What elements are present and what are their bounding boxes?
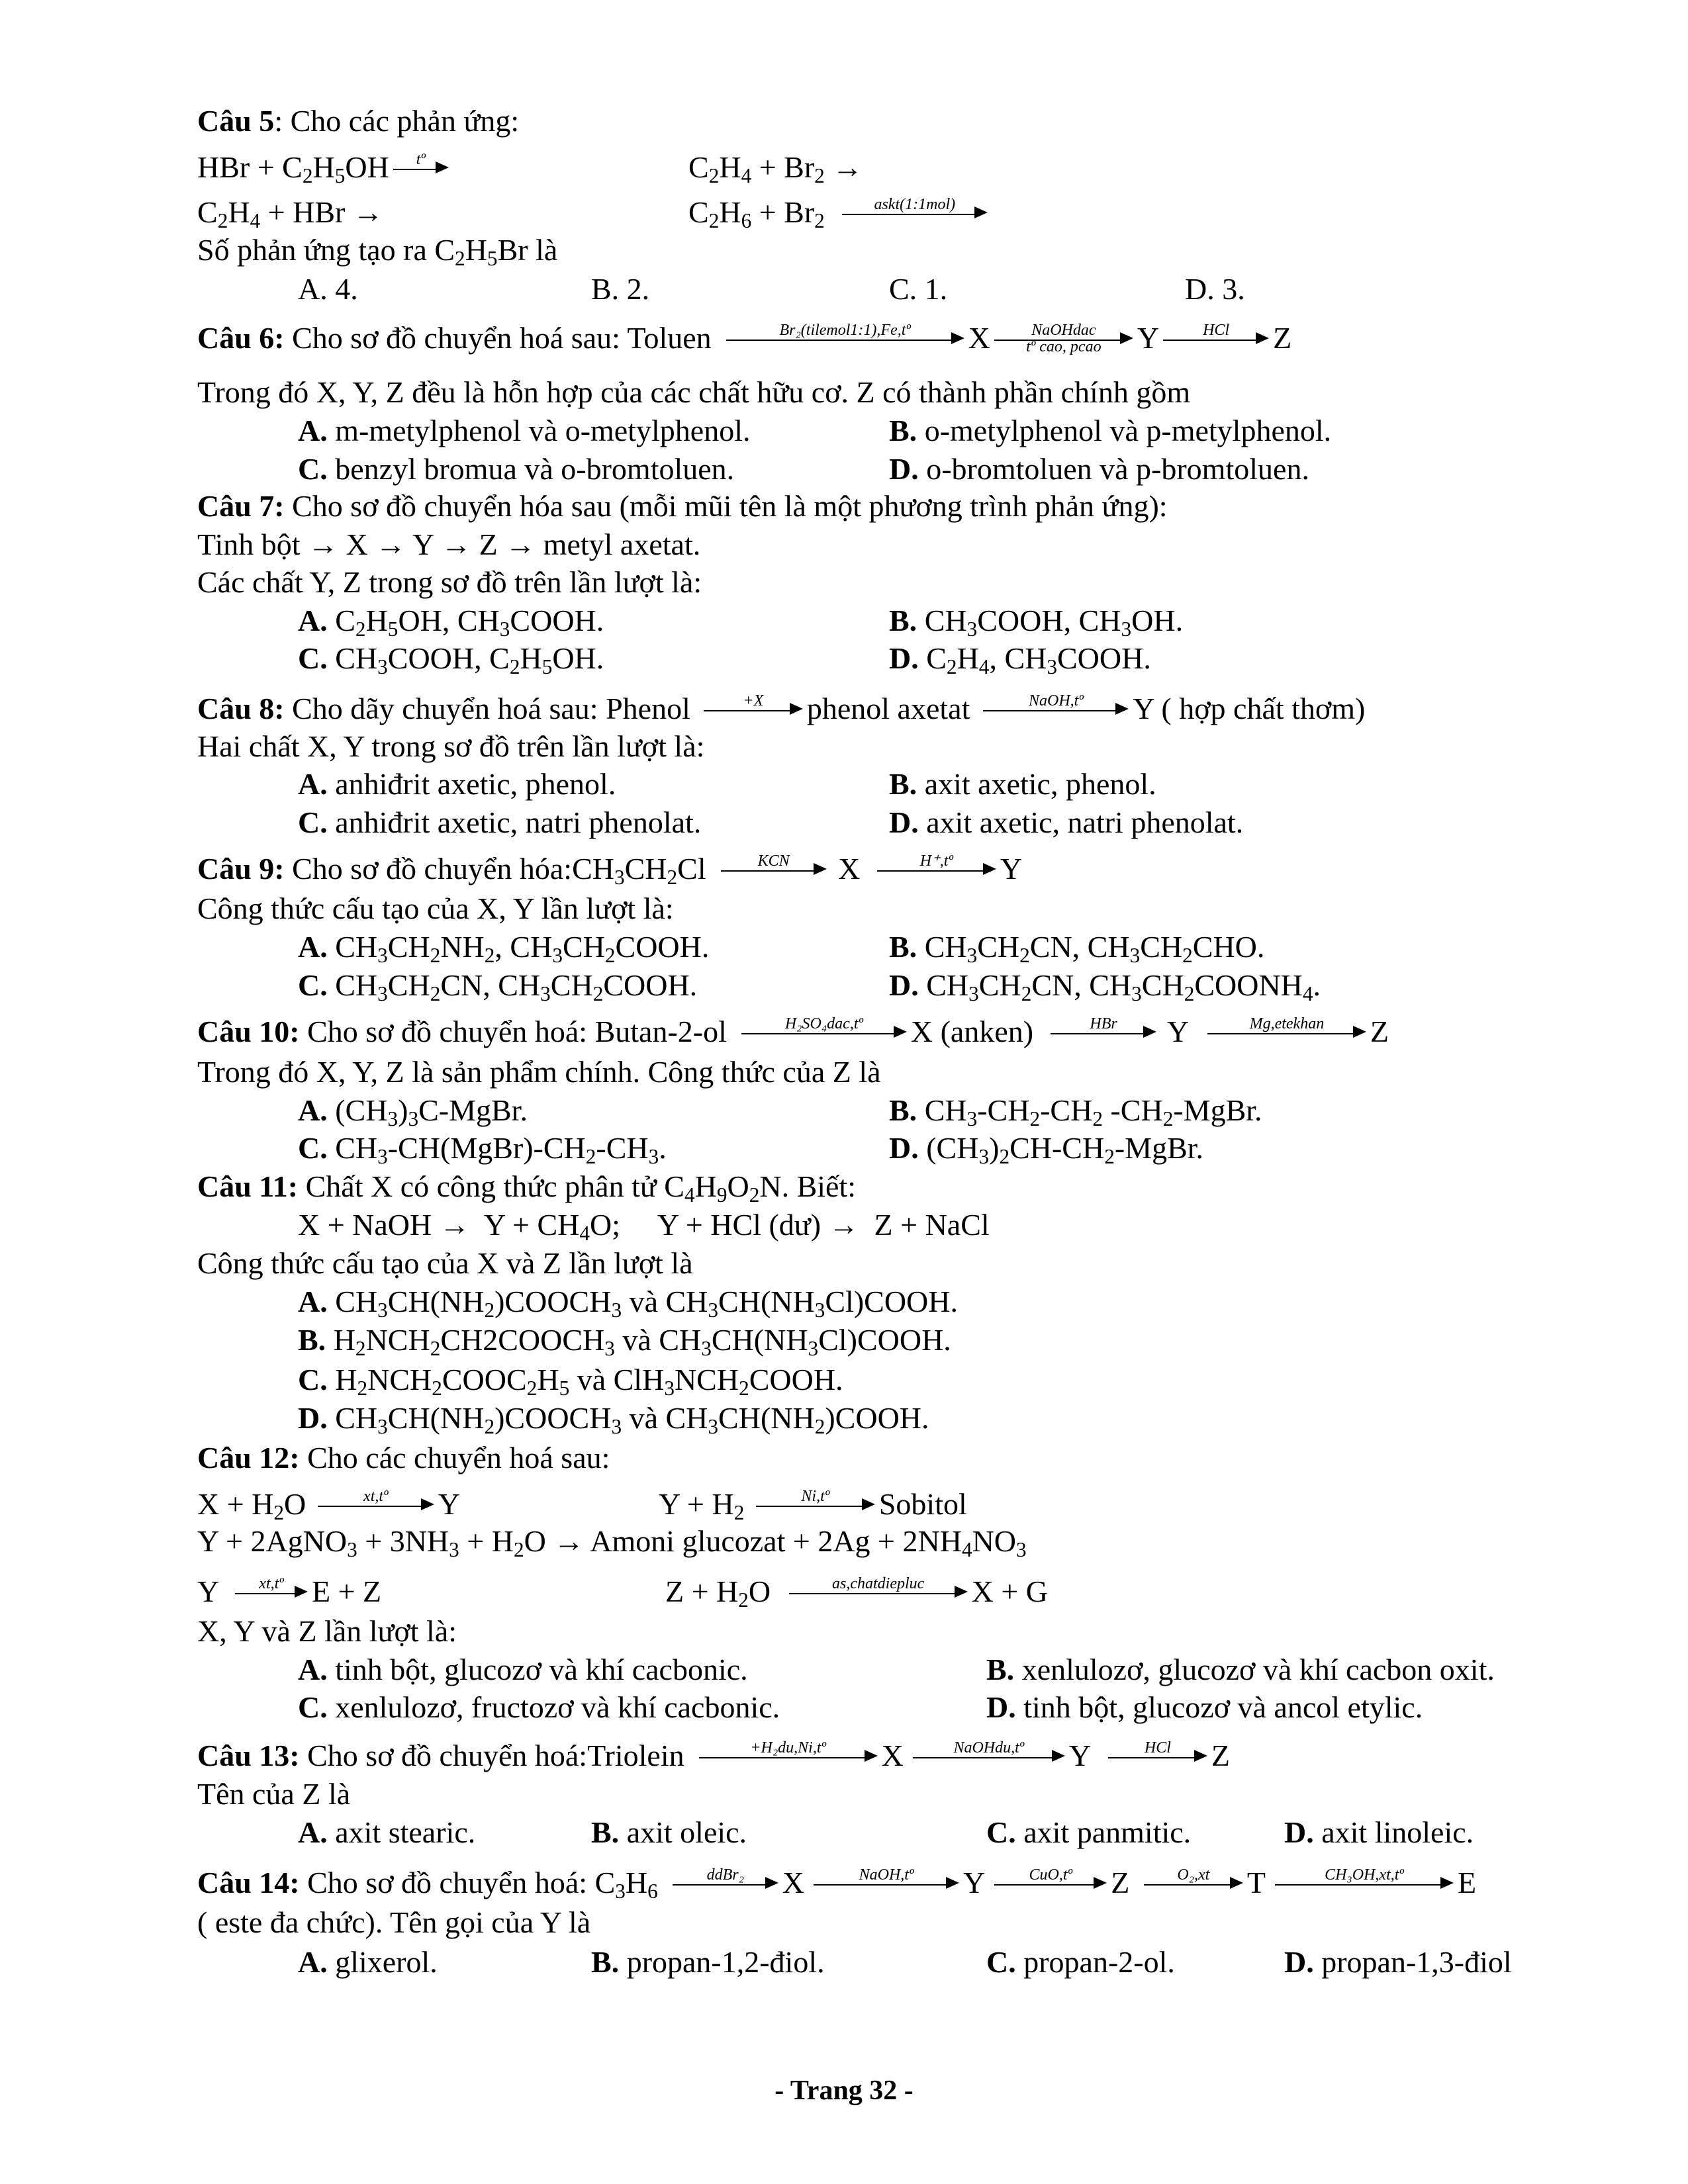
- q13-heading: Câu 13: Cho sơ đồ chuyển hoá:Triolein +H₂du,Ni,tº X NaOHdu,tº Y HCl Z: [197, 1739, 1230, 1772]
- q11-option-c: C. $H_2NCH_2COOC_2H_5$ và $ClH_3NCH_2COOH$.: [298, 1363, 843, 1400]
- q6-note: Trong đó X, Y, Z đều là hỗn hợp của các chất hữu cơ. Z có thành phần chính gồm: [197, 375, 1191, 409]
- q9-option-b: B. $CH_3CH_2CN$, $CH_3CH_2CHO$.: [889, 930, 1265, 967]
- q12-reaction-3: Y + 2AgNO$_3$ + $3NH_3 + H_2O$ → Amoni glucozat + $2Ag + 2NH_4NO_3$: [197, 1524, 1027, 1561]
- q11-option-d: D. $CH_3CH(NH_2)COOCH_3$ và $CH_3CH(NH_2)COOH$.: [298, 1401, 929, 1438]
- q11-reactions: X + NaOH → $Y + CH_4O$; Y + HCl (dư) → Z + NaCl: [298, 1208, 990, 1245]
- q7-option-d: D. $C_2H_4$, $CH_3COOH$.: [889, 641, 1151, 678]
- q12-option-a: A. tinh bột, glucozơ và khí cacbonic.: [298, 1653, 748, 1686]
- q12-heading: Câu 12: Cho các chuyển hoá sau:: [197, 1441, 610, 1475]
- q7-option-c: C. $CH_3COOH$, $C_2H_5OH$.: [298, 641, 604, 678]
- q10-option-d: D. $(CH_3)_2CH-CH_2$-MgBr.: [889, 1131, 1204, 1168]
- q7-scheme: Tinh bột → X → Y → Z → metyl axetat.: [197, 527, 701, 561]
- q5-reaction-3: $C_2H_4$ + HBr →: [197, 195, 383, 232]
- q5-question: Số phản ứng tạo ra $C_2H_5Br$ là: [197, 233, 558, 270]
- q8-heading: Câu 8: Cho dãy chuyển hoá sau: Phenol +X phenol axetat NaOH,tº Y ( hợp chất thơm): [197, 692, 1366, 725]
- q14-option-a: A. glixerol.: [298, 1945, 438, 1979]
- q10-option-b: B. $CH_3-CH_2-CH_2$ $-CH_2$-MgBr.: [889, 1093, 1262, 1130]
- q5-reaction-1: HBr + $C_2H_5OH$ tº: [197, 152, 453, 183]
- q8-question: Hai chất X, Y trong sơ đồ trên lần lượt là:: [197, 729, 705, 763]
- q14-option-c: C. propan-2-ol.: [986, 1945, 1175, 1979]
- q12-reaction-1: $X + H_2O$ xt,tº Y: [197, 1487, 460, 1524]
- q9-option-c: C. $CH_3CH_2CN$, $CH_3CH_2COOH$.: [298, 968, 698, 1005]
- q7-option-b: B. $CH_3COOH$, $CH_3OH$.: [889, 604, 1184, 641]
- q9-option-a: A. $CH_3CH_2NH_2$, $CH_3CH_2COOH$.: [298, 930, 710, 967]
- q5-option-b: B. 2.: [591, 272, 650, 306]
- q7-question: Các chất Y, Z trong sơ đồ trên lần lượt là:: [197, 565, 702, 599]
- q10-heading: Câu 10: Cho sơ đồ chuyển hoá: Butan-2-ol H₂SO₄dac,tº X (anken) HBr Y Mg,etekhan Z: [197, 1015, 1389, 1048]
- q8-option-b: B. axit axetic, phenol.: [889, 767, 1156, 801]
- q12-option-b: B. xenlulozơ, glucozơ và khí cacbon oxit.: [986, 1653, 1495, 1686]
- q12-option-d: D. tinh bột, glucozơ và ancol etylic.: [986, 1690, 1423, 1724]
- q5-heading: Câu 5: Cho các phản ứng:: [197, 104, 520, 138]
- q8-option-a: A. anhiđrit axetic, phenol.: [298, 767, 616, 801]
- q5-reaction-4: $C_2H_6 + Br_2$ askt(1:1mol): [688, 197, 992, 228]
- q14-option-d: D. propan-1,3-điol: [1284, 1945, 1512, 1979]
- q9-option-d: D. $CH_3CH_2CN$, $CH_3CH_2COONH_4$.: [889, 968, 1321, 1005]
- q6-heading: Câu 6: Cho sơ đồ chuyển hoá sau: Toluen Br₂(tilemol1:1),Fe,tº X NaOHdac tº cao, pcao Y HCl Z: [197, 321, 1292, 355]
- q12-reaction-2: $Y + H_2$ Ni,tº Sobitol: [659, 1487, 967, 1524]
- q11-option-a: A. $CH_3CH(NH_2)COOCH_3$ và $CH_3CH(NH_3Cl)COOH$.: [298, 1285, 958, 1322]
- q5-option-c: C. 1.: [889, 272, 948, 306]
- q7-option-a: A. $C_2H_5OH$, $CH_3COOH$.: [298, 604, 604, 641]
- q5-option-d: D. 3.: [1185, 272, 1245, 306]
- q6-option-c: C. benzyl bromua và o-bromtoluen.: [298, 452, 735, 486]
- q13-option-c: C. axit panmitic.: [986, 1815, 1192, 1849]
- q12-option-c: C. xenlulozơ, fructozơ và khí cacbonic.: [298, 1690, 780, 1724]
- q11-question: Công thức cấu tạo của X và Z lần lượt là: [197, 1246, 693, 1280]
- q12-reaction-4: Y xt,tº E + Z: [197, 1574, 382, 1608]
- q6-option-b: B. o-metylphenol và p-metylphenol.: [889, 414, 1332, 447]
- q14-heading: Câu 14: Cho sơ đồ chuyển hoá: $C_3H_6$ ddBr₂ X NaOH,tº Y CuO,tº Z O₂,xt T CH₃OH,xt,tº E: [197, 1866, 1477, 1903]
- q6-option-a: A. m-metylphenol và o-metylphenol.: [298, 414, 751, 447]
- q5-reaction-2: $C_2H_4 + Br_2$ →: [688, 150, 863, 187]
- q10-option-c: C. $CH_3-CH(MgBr)-CH_2-CH_3$.: [298, 1131, 667, 1168]
- q13-option-d: D. axit linoleic.: [1284, 1815, 1474, 1849]
- q12-question: X, Y và Z lần lượt là:: [197, 1614, 457, 1648]
- q13-question: Tên của Z là: [197, 1777, 351, 1811]
- q12-reaction-5: $Z + H_2O$ as,chatdiepluc X + G: [665, 1574, 1049, 1612]
- q9-question: Công thức cấu tạo của X, Y lần lượt là:: [197, 891, 674, 925]
- page-number: - Trang 32 -: [774, 2075, 914, 2106]
- q10-option-a: A. $(CH_3)_3C$-MgBr.: [298, 1093, 528, 1130]
- q6-option-d: D. o-bromtoluen và p-bromtoluen.: [889, 452, 1309, 486]
- q9-heading: Câu 9: Cho sơ đồ chuyển $hóa:CH_3CH_2Cl$ KCN X H⁺,tº Y: [197, 852, 1023, 889]
- q5-option-a: A. 4.: [298, 272, 358, 306]
- q11-option-b: B. $H_2NCH_2CH2COOCH_3$ và $CH_3CH(NH_3Cl)COOH$.: [298, 1323, 951, 1360]
- q14-note: ( este đa chức). Tên gọi của Y là: [197, 1905, 591, 1939]
- q8-option-c: C. anhiđrit axetic, natri phenolat.: [298, 805, 702, 839]
- q10-question: Trong đó X, Y, Z là sản phẩm chính. Công thức của Z là: [197, 1055, 881, 1089]
- q14-option-b: B. propan-1,2-điol.: [591, 1945, 825, 1979]
- q11-heading: Câu 11: Chất X có công thức phân tử $C_4H_9O_2N$. Biết:: [197, 1169, 857, 1206]
- q8-option-d: D. axit axetic, natri phenolat.: [889, 805, 1244, 839]
- q13-option-b: B. axit oleic.: [591, 1815, 747, 1849]
- q7-heading: Câu 7: Cho sơ đồ chuyển hóa sau (mỗi mũi tên là một phương trình phản ứng):: [197, 489, 1168, 523]
- q13-option-a: A. axit stearic.: [298, 1815, 476, 1849]
